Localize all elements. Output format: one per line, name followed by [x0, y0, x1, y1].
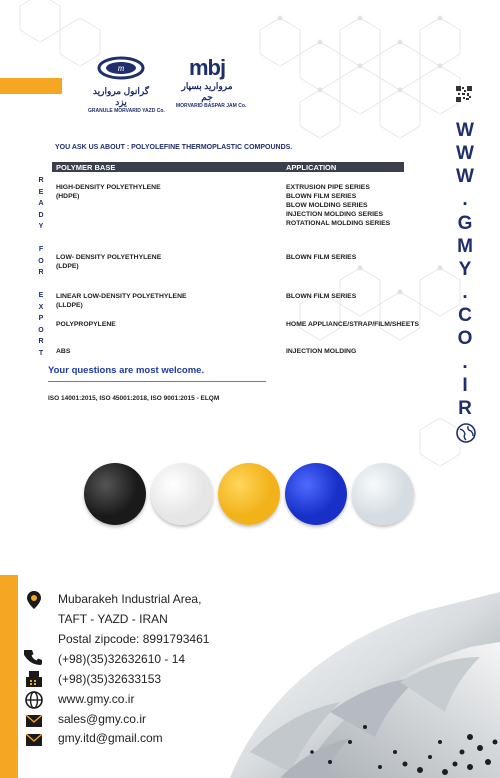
logo1-english-name: GRANULE MORVARID YAZD Co. [88, 108, 165, 114]
website-letter: . [462, 282, 468, 304]
export-letter: Y [38, 223, 44, 231]
row-pp-base: POLYPROPYLENE [56, 321, 116, 328]
orange-side-strip [0, 575, 18, 778]
website-letter: . [462, 351, 468, 373]
phone-number[interactable]: (+98)(35)32632610 - 14 [58, 652, 186, 666]
logo2-mark: mbj [188, 55, 226, 80]
address-line-1: Mubarakeh Industrial Area, [58, 592, 202, 606]
iso-certifications: ISO 14001:2015, ISO 45001:2018, ISO 9001:2015 - ELQM [48, 395, 220, 402]
svg-text:m: m [117, 63, 125, 73]
granule-sample-clear [352, 463, 414, 525]
website-letter: R [458, 397, 472, 419]
row-ldpe-base: LOW- DENSITY POLYETHYLENE (LDPE) [56, 254, 162, 270]
export-letter: R [38, 338, 44, 346]
email-icon-2 [24, 730, 44, 750]
granule-sample-blue [285, 463, 347, 525]
export-letter [40, 281, 42, 288]
website-vertical-text[interactable] [453, 120, 477, 420]
address-line-2: TAFT - YAZD - IRAN [58, 612, 168, 626]
website-letter: Y [458, 258, 472, 280]
website-letter: . [462, 189, 468, 211]
website-letter: W [456, 143, 474, 165]
postal-code: Postal zipcode: 8991793461 [58, 632, 210, 646]
row-hdpe-base: HIGH-DENSITY POLYETHYLENE (HDPE) [56, 184, 161, 200]
orange-accent-bar [0, 78, 62, 94]
row-lldpe-base: LINEAR LOW-DENSITY POLYETHYLENE (LLDPE) [56, 293, 187, 309]
export-letter: R [38, 177, 44, 184]
morvarid-baspar-jam-logo [176, 55, 247, 109]
welcome-underline [48, 381, 266, 382]
export-letter: O [38, 326, 44, 334]
granule-sample-white [151, 463, 213, 525]
row-abs-application: INJECTION MOLDING [286, 348, 357, 355]
export-letter: A [38, 200, 44, 208]
row-hdpe-application: EXTRUSION PIPE SERIES BLOWN FILM SERIES BLOW MOLDING SERIES INJECTION MOLDING SERIES ROTATIONAL MOLDING SERIES [286, 184, 391, 227]
export-letter: E [38, 188, 44, 196]
globe-icon [456, 423, 476, 443]
row-lldpe-application: BLOWN FILM SERIES [286, 293, 357, 300]
row-ldpe-application: BLOWN FILM SERIES [286, 254, 357, 261]
website-letter: I [462, 374, 468, 396]
location-pin-icon [24, 590, 44, 610]
website-letter: W [456, 120, 474, 141]
sales-email-link[interactable]: sales@gmy.co.ir [58, 712, 146, 726]
welcome-text: Your questions are most welcome. [48, 365, 205, 376]
export-letter: F [38, 246, 44, 254]
website-letter: W [456, 166, 474, 188]
website-letter: C [458, 305, 472, 327]
header-application: APPLICATION [286, 163, 337, 172]
export-letter [40, 235, 42, 242]
export-letter: P [38, 315, 44, 323]
row-abs-base: ABS [56, 348, 71, 355]
granule-morvarid-logo-mark [88, 55, 154, 81]
export-letter: R [38, 269, 44, 277]
export-letter: T [38, 349, 44, 357]
row-pp-application: HOME APPLIANCE/STRAP/FILM/SHEETS [286, 321, 420, 328]
export-letter: X [38, 303, 44, 311]
granule-sample-black [84, 463, 146, 525]
website-link[interactable]: www.gmy.co.ir [58, 692, 135, 706]
itd-email-link[interactable]: gmy.itd@gmail.com [58, 731, 163, 745]
phone-icon [24, 648, 44, 668]
website-letter: G [457, 212, 473, 234]
logo1-persian-name: گرانول مروارید یزد [92, 86, 150, 107]
website-letter: O [457, 328, 473, 350]
web-globe-icon [24, 690, 44, 710]
logo2-english-name: MORVARID BASPAR JAM Co. [176, 103, 247, 109]
granule-morvarid-logo [88, 55, 165, 114]
logo2-persian-name: مروارید بسپار جم [181, 81, 233, 102]
email-icon [24, 711, 44, 731]
ready-for-export-vertical [36, 177, 46, 357]
website-letter: M [457, 235, 473, 257]
export-letter: E [38, 292, 44, 300]
export-letter: O [38, 257, 44, 265]
granule-sample-yellow [218, 463, 280, 525]
ask-heading: YOU ASK US ABOUT : POLYOLEFINE THERMOPLASTIC COMPOUNDS. [55, 144, 293, 151]
header-polymer-base: POLYMER BASE [56, 163, 116, 172]
export-letter: D [38, 211, 44, 219]
qr-code-icon[interactable] [456, 86, 472, 102]
fax-icon [24, 669, 44, 689]
fax-number[interactable]: (+98)(35)32633153 [58, 672, 162, 686]
